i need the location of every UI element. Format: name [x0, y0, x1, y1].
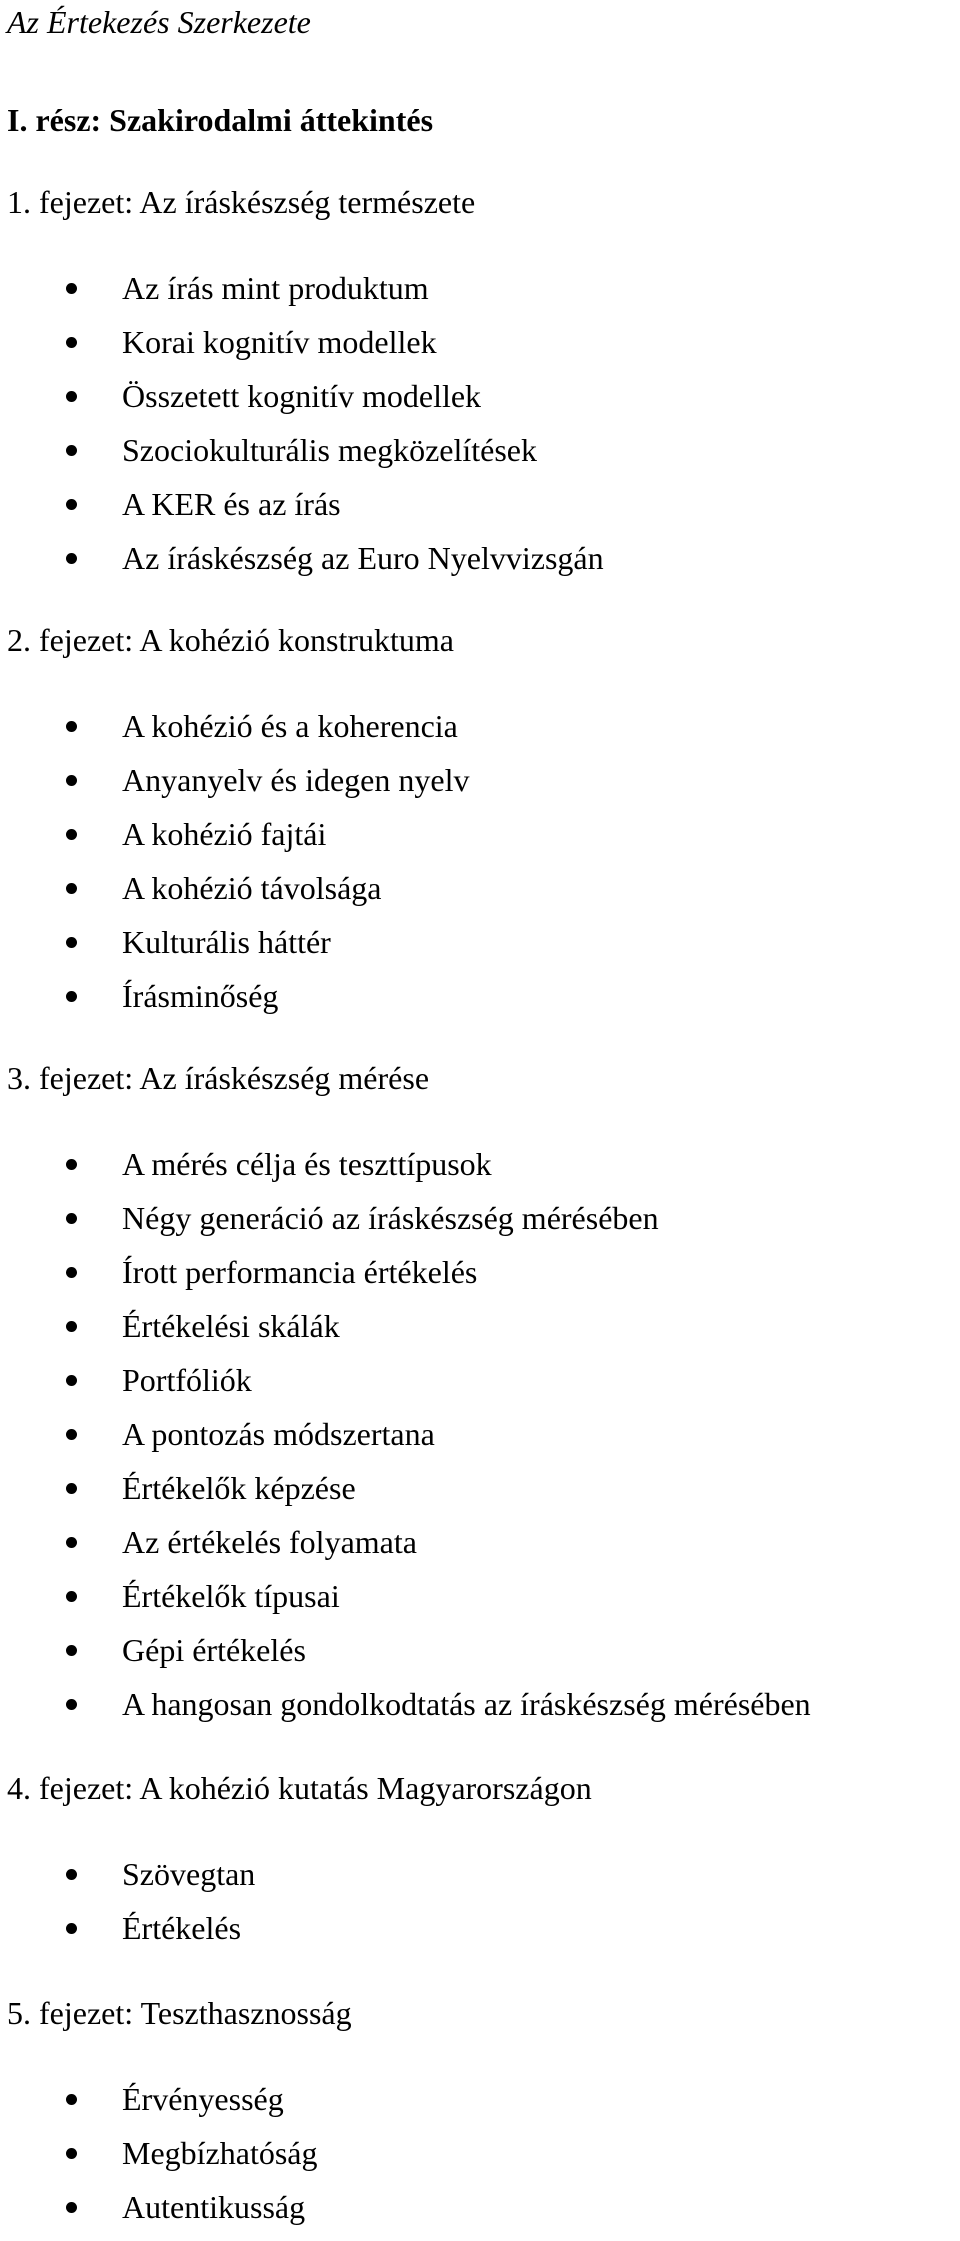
- chapter-title-3: 3. fejezet: Az íráskészség mérése: [7, 1060, 430, 1096]
- section-item-label: Az értékelés folyamata: [122, 1524, 417, 1560]
- section-item-label: Portfóliók: [122, 1362, 252, 1398]
- section-item-label: Értékelési skálák: [122, 1308, 340, 1344]
- bullet-icon: [66, 2094, 77, 2105]
- section-item-label: A mérés célja és teszttípusok: [122, 1146, 492, 1182]
- section-item-label: Az íráskészség az Euro Nyelvvizsgán: [122, 540, 604, 576]
- section-item-label: Írásminőség: [122, 978, 279, 1014]
- section-item-label: Érvényesség: [122, 2081, 284, 2117]
- bullet-icon: [66, 775, 77, 786]
- bullet-icon: [66, 883, 77, 894]
- section-item-label: A kohézió fajtái: [122, 816, 327, 852]
- bullet-icon: [66, 553, 77, 564]
- bullet-icon: [66, 1159, 77, 1170]
- bullet-icon: [66, 2148, 77, 2159]
- bullet-icon: [66, 1429, 77, 1440]
- bullet-icon: [66, 283, 77, 294]
- bullet-icon: [66, 499, 77, 510]
- bullet-icon: [66, 1591, 77, 1602]
- bullet-icon: [66, 1537, 77, 1548]
- document-title: Az Értekezés Szerkezete: [7, 4, 311, 40]
- bullet-icon: [66, 1645, 77, 1656]
- bullet-icon: [66, 391, 77, 402]
- section-item-label: Négy generáció az íráskészség mérésében: [122, 1200, 659, 1236]
- section-item-label: Összetett kognitív modellek: [122, 378, 482, 414]
- section-item-label: Korai kognitív modellek: [122, 324, 437, 360]
- section-item-label: A pontozás módszertana: [122, 1416, 435, 1452]
- section-item-label: A hangosan gondolkodtatás az íráskészség mérésében: [122, 1686, 811, 1722]
- bullet-icon: [66, 1267, 77, 1278]
- section-item-label: Az írás mint produktum: [122, 270, 429, 306]
- bullet-icon: [66, 1923, 77, 1934]
- section-item-label: Szövegtan: [122, 1856, 256, 1892]
- section-item-label: Autentikusság: [122, 2189, 306, 2225]
- section-item-label: Írott performancia értékelés: [122, 1254, 478, 1290]
- bullet-icon: [66, 1699, 77, 1710]
- bullet-icon: [66, 1483, 77, 1494]
- bullet-icon: [66, 721, 77, 732]
- bullet-icon: [66, 991, 77, 1002]
- bullet-icon: [66, 937, 77, 948]
- section-item-label: Megbízhatóság: [122, 2135, 318, 2171]
- chapter-title-1: 1. fejezet: Az íráskészség természete: [7, 184, 476, 220]
- bullet-icon: [66, 337, 77, 348]
- bullet-icon: [66, 1869, 77, 1880]
- section-item-label: Anyanyelv és idegen nyelv: [122, 762, 470, 798]
- section-item-label: Kulturális háttér: [122, 924, 331, 960]
- section-item-label: A kohézió távolsága: [122, 870, 382, 906]
- section-item-label: Értékelők típusai: [122, 1578, 340, 1614]
- bullet-icon: [66, 1375, 77, 1386]
- section-item-label: A KER és az írás: [122, 486, 341, 522]
- bullet-icon: [66, 2202, 77, 2213]
- chapter-title-5: 5. fejezet: Teszthasznosság: [7, 1995, 352, 2031]
- bullet-icon: [66, 829, 77, 840]
- bullet-icon: [66, 445, 77, 456]
- chapter-title-2: 2. fejezet: A kohézió konstruktuma: [7, 622, 454, 658]
- section-item-label: Értékelés: [122, 1910, 242, 1946]
- section-item-label: Gépi értékelés: [122, 1632, 306, 1668]
- bullet-icon: [66, 1213, 77, 1224]
- part-title: I. rész: Szakirodalmi áttekintés: [7, 102, 434, 138]
- bullet-icon: [66, 1321, 77, 1332]
- chapter-title-4: 4. fejezet: A kohézió kutatás Magyarországon: [7, 1770, 592, 1806]
- section-item-label: A kohézió és a koherencia: [122, 708, 458, 744]
- section-item-label: Szociokulturális megközelítések: [122, 432, 537, 468]
- section-item-label: Értékelők képzése: [122, 1470, 356, 1506]
